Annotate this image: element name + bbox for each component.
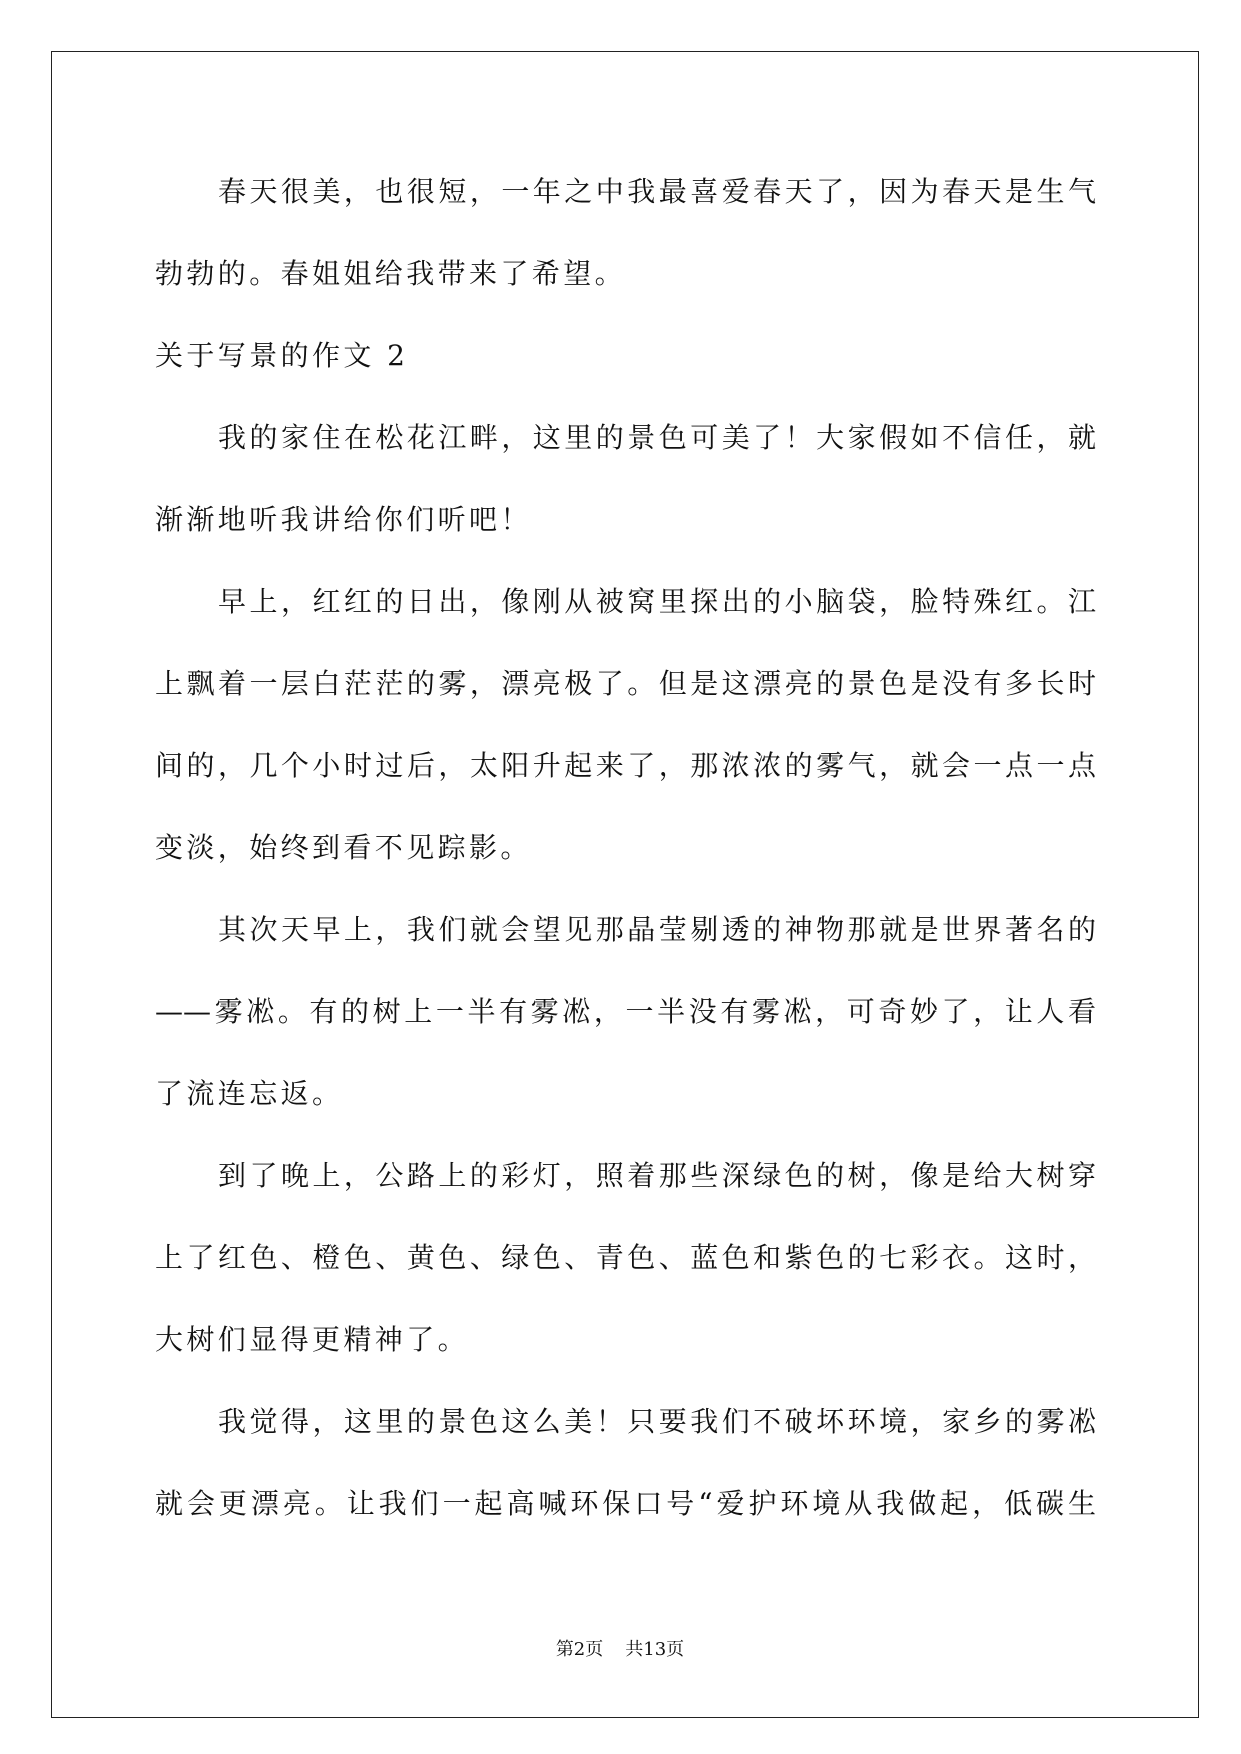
paragraph-5-line-2: 上了红色、橙色、黄色、绿色、青色、蓝色和紫色的七彩衣。这时，: [155, 1241, 1096, 1274]
section-heading: 关于写景的作文 2: [155, 339, 409, 372]
paragraph-6-line-2: 就会更漂亮。让我们一起高喊环保口号“爱护环境从我做起，低碳生: [155, 1487, 1096, 1520]
paragraph-3-line-3: 间的，几个小时过后，太阳升起来了，那浓浓的雾气，就会一点一点: [155, 749, 1096, 782]
page-number: 第2页: [555, 1639, 604, 1660]
paragraph-3-line-4: 变淡，始终到看不见踪影。: [155, 831, 532, 864]
paragraph-5-line-1: 到了晚上，公路上的彩灯，照着那些深绿色的树，像是给大树穿: [218, 1159, 1096, 1192]
paragraph-3-line-2: 上飘着一层白茫茫的雾，漂亮极了。但是这漂亮的景色是没有多长时: [155, 667, 1096, 700]
paragraph-2-line-1: 我的家住在松花江畔，这里的景色可美了！大家假如不信任，就: [218, 421, 1096, 454]
paragraph-1-line-2: 勃勃的。春姐姐给我带来了希望。: [155, 257, 627, 290]
paragraph-4-line-2: ——雾凇。有的树上一半有雾凇，一半没有雾凇，可奇妙了，让人看: [155, 995, 1096, 1028]
paragraph-4-line-3: 了流连忘返。: [155, 1077, 344, 1110]
page-total: 共13页: [625, 1639, 685, 1660]
paragraph-2-line-2: 渐渐地听我讲给你们听吧！: [155, 503, 532, 536]
page-border: [51, 51, 1199, 1718]
paragraph-5-line-3: 大树们显得更精神了。: [155, 1323, 470, 1356]
paragraph-6-line-1: 我觉得，这里的景色这么美！只要我们不破坏环境，家乡的雾凇: [218, 1405, 1096, 1438]
paragraph-3-line-1: 早上，红红的日出，像刚从被窝里探出的小脑袋，脸特殊红。江: [218, 585, 1096, 618]
paragraph-1-line-1: 春天很美，也很短，一年之中我最喜爱春天了，因为春天是生气: [218, 175, 1096, 208]
page-footer: [470, 1639, 770, 1661]
paragraph-4-line-1: 其次天早上，我们就会望见那晶莹剔透的神物那就是世界著名的: [218, 913, 1096, 946]
